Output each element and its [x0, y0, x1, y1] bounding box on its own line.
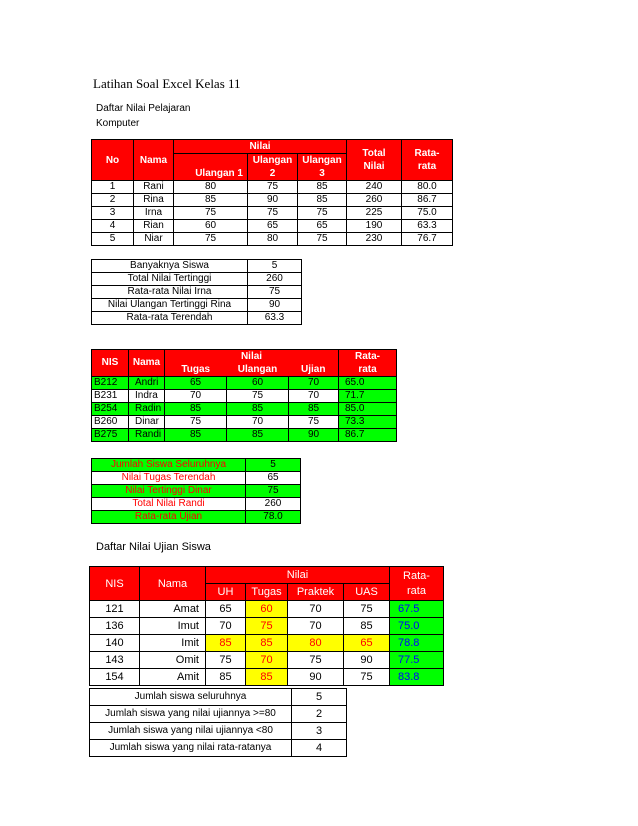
cell-nis: B212 — [92, 377, 129, 390]
cell-ulangan-2: 90 — [248, 194, 298, 207]
cell-ulangan-1: 60 — [174, 220, 248, 233]
cell-ujian: 85 — [289, 403, 339, 416]
header-rata-rata: Rata- rata — [402, 140, 453, 181]
cell-ujian: 90 — [289, 429, 339, 442]
nilai-komputer-table — [91, 139, 453, 246]
cell-nama: Rian — [134, 220, 174, 233]
cell-total: 225 — [347, 207, 402, 220]
cell-praktek: 80 — [288, 635, 344, 652]
summary-value: 90 — [248, 299, 302, 312]
cell-rata: 65.0 — [339, 377, 397, 390]
summary-value: 78.0 — [246, 511, 301, 524]
summary-row — [92, 312, 302, 325]
summary-label: Nilai Ulangan Tertinggi Rina — [92, 299, 248, 312]
summary-label: Total Nilai Tertinggi — [92, 273, 248, 286]
header-tugas: Tugas — [165, 363, 227, 377]
cell-rata: 85.0 — [339, 403, 397, 416]
summary-label: Jumlah siswa yang nilai ujiannya >=80 — [90, 706, 292, 723]
summary-value: 4 — [292, 740, 347, 757]
summary-row — [92, 286, 302, 299]
header-nis: NIS — [92, 350, 129, 377]
cell-nama: Omit — [140, 652, 206, 669]
summary-label: Jumlah Siswa Seluruhnya — [92, 459, 246, 472]
cell-ujian: 70 — [289, 390, 339, 403]
cell-no: 1 — [92, 181, 134, 194]
cell-ulangan-1: 75 — [174, 207, 248, 220]
cell-tugas: 75 — [246, 618, 288, 635]
cell-rata: 76.7 — [402, 233, 453, 246]
cell-ulangan-2: 75 — [248, 207, 298, 220]
table-row — [92, 207, 453, 220]
cell-ulangan-2: 80 — [248, 233, 298, 246]
summary-value: 2 — [292, 706, 347, 723]
cell-rata: 86.7 — [402, 194, 453, 207]
cell-praktek: 70 — [288, 618, 344, 635]
summary-label: Rata-rata Nilai Irna — [92, 286, 248, 299]
header-rata-rata: Rata- rata — [339, 350, 397, 377]
section-title-ujian: Daftar Nilai Ujian Siswa — [96, 541, 211, 553]
cell-nis: B231 — [92, 390, 129, 403]
cell-ulangan-3: 85 — [298, 181, 347, 194]
cell-nis: B275 — [92, 429, 129, 442]
cell-ulangan: 85 — [227, 403, 289, 416]
section-title-komputer: Daftar Nilai Pelajaran Komputer — [96, 103, 191, 129]
cell-ulangan-2: 65 — [248, 220, 298, 233]
summary-label: Nilai Tugas Terendah — [92, 472, 246, 485]
cell-ulangan-3: 65 — [298, 220, 347, 233]
header-nama: Nama — [140, 567, 206, 601]
cell-uh: 70 — [206, 618, 246, 635]
header-uas: UAS — [344, 584, 390, 601]
cell-tugas: 85 — [165, 403, 227, 416]
summary-label: Rata-rata Terendah — [92, 312, 248, 325]
cell-ulangan: 85 — [227, 429, 289, 442]
summary-row — [92, 511, 301, 524]
summary-label: Nilai Tertinggi Dinar — [92, 485, 246, 498]
header-uh: UH — [206, 584, 246, 601]
cell-total: 230 — [347, 233, 402, 246]
summary-value: 5 — [292, 689, 347, 706]
header-nilai: Nilai — [165, 350, 339, 364]
cell-nama: Amit — [140, 669, 206, 686]
cell-rata: 67.5 — [390, 601, 444, 618]
summary-value: 65 — [246, 472, 301, 485]
cell-nis: B260 — [92, 416, 129, 429]
cell-uh: 85 — [206, 669, 246, 686]
cell-rata: 73.3 — [339, 416, 397, 429]
table-row — [92, 194, 453, 207]
cell-nama: Imut — [140, 618, 206, 635]
cell-rata: 75.0 — [390, 618, 444, 635]
cell-nama: Amat — [140, 601, 206, 618]
cell-nis: 136 — [90, 618, 140, 635]
cell-ulangan-3: 75 — [298, 207, 347, 220]
cell-ulangan: 60 — [227, 377, 289, 390]
summary-row — [90, 740, 347, 757]
cell-ulangan: 70 — [227, 416, 289, 429]
ringkasan-ujian-table — [89, 688, 347, 757]
cell-uh: 75 — [206, 652, 246, 669]
header-no: No — [92, 140, 134, 181]
cell-no: 2 — [92, 194, 134, 207]
header-nilai: Nilai — [174, 140, 347, 154]
cell-tugas: 70 — [246, 652, 288, 669]
cell-tugas: 85 — [165, 429, 227, 442]
summary-value: 5 — [248, 260, 302, 273]
header-ulangan-2: Ulangan 2 — [248, 154, 298, 181]
header-ujian: Ujian — [289, 363, 339, 377]
cell-nis: B254 — [92, 403, 129, 416]
cell-nis: 140 — [90, 635, 140, 652]
cell-no: 4 — [92, 220, 134, 233]
cell-nis: 154 — [90, 669, 140, 686]
table-row — [92, 377, 397, 390]
nilai-siswa-table — [91, 349, 397, 442]
summary-value: 75 — [248, 286, 302, 299]
header-ulangan-3: Ulangan 3 — [298, 154, 347, 181]
cell-rata: 80.0 — [402, 181, 453, 194]
cell-ulangan-1: 85 — [174, 194, 248, 207]
cell-tugas: 65 — [165, 377, 227, 390]
cell-rata: 83.8 — [390, 669, 444, 686]
ringkasan-siswa-table — [91, 458, 301, 524]
cell-ulangan-3: 85 — [298, 194, 347, 207]
cell-uas: 75 — [344, 669, 390, 686]
summary-row — [92, 260, 302, 273]
cell-tugas: 75 — [165, 416, 227, 429]
cell-rata: 71.7 — [339, 390, 397, 403]
cell-total: 260 — [347, 194, 402, 207]
header-tugas: Tugas — [246, 584, 288, 601]
cell-nama: Randi — [129, 429, 165, 442]
table-row — [90, 601, 444, 618]
cell-rata: 78.8 — [390, 635, 444, 652]
table-row — [90, 669, 444, 686]
summary-row — [92, 273, 302, 286]
cell-ulangan: 75 — [227, 390, 289, 403]
cell-ulangan-1: 75 — [174, 233, 248, 246]
cell-praktek: 75 — [288, 652, 344, 669]
header-ulangan: Ulangan — [227, 363, 289, 377]
table-row — [92, 403, 397, 416]
cell-ujian: 70 — [289, 377, 339, 390]
cell-uh: 85 — [206, 635, 246, 652]
cell-nis: 143 — [90, 652, 140, 669]
cell-nama: Indra — [129, 390, 165, 403]
table-row — [92, 220, 453, 233]
table-row — [92, 390, 397, 403]
summary-label: Banyaknya Siswa — [92, 260, 248, 273]
page-title: Latihan Soal Excel Kelas 11 — [93, 76, 241, 91]
cell-nama: Rina — [134, 194, 174, 207]
cell-uas: 90 — [344, 652, 390, 669]
cell-rata: 86.7 — [339, 429, 397, 442]
cell-tugas: 60 — [246, 601, 288, 618]
header-rata-rata: Rata- rata — [390, 567, 444, 601]
cell-ujian: 75 — [289, 416, 339, 429]
cell-ulangan-1: 80 — [174, 181, 248, 194]
header-nis: NIS — [90, 567, 140, 601]
summary-value: 260 — [246, 498, 301, 511]
cell-nama: Rani — [134, 181, 174, 194]
cell-praktek: 70 — [288, 601, 344, 618]
cell-total: 240 — [347, 181, 402, 194]
summary-row — [92, 459, 301, 472]
cell-tugas: 70 — [165, 390, 227, 403]
cell-nama: Dinar — [129, 416, 165, 429]
summary-value: 3 — [292, 723, 347, 740]
summary-label: Jumlah siswa seluruhnya — [90, 689, 292, 706]
summary-row — [92, 485, 301, 498]
header-nama: Nama — [134, 140, 174, 181]
summary-value: 75 — [246, 485, 301, 498]
summary-value: 63.3 — [248, 312, 302, 325]
summary-row — [90, 706, 347, 723]
table-row — [90, 635, 444, 652]
cell-rata: 63.3 — [402, 220, 453, 233]
cell-nama: Radin — [129, 403, 165, 416]
summary-value: 260 — [248, 273, 302, 286]
cell-uh: 65 — [206, 601, 246, 618]
cell-tugas: 85 — [246, 635, 288, 652]
cell-ulangan-2: 75 — [248, 181, 298, 194]
summary-row — [92, 299, 302, 312]
header-nama: Nama — [129, 350, 165, 377]
cell-nama: Imit — [140, 635, 206, 652]
table-row — [92, 429, 397, 442]
cell-nama: Andri — [129, 377, 165, 390]
cell-rata: 77.5 — [390, 652, 444, 669]
cell-ulangan-3: 75 — [298, 233, 347, 246]
summary-row — [92, 498, 301, 511]
table-row — [90, 652, 444, 669]
header-ulangan-1: Ulangan 1 — [174, 154, 248, 181]
table-row — [90, 618, 444, 635]
cell-no: 3 — [92, 207, 134, 220]
table-row — [92, 233, 453, 246]
cell-uas: 65 — [344, 635, 390, 652]
cell-praktek: 90 — [288, 669, 344, 686]
header-praktek: Praktek — [288, 584, 344, 601]
summary-row — [92, 472, 301, 485]
summary-label: Jumlah siswa yang nilai rata-ratanya — [90, 740, 292, 757]
header-nilai: Nilai — [206, 567, 390, 584]
summary-value: 5 — [246, 459, 301, 472]
summary-row — [90, 723, 347, 740]
summary-label: Jumlah siswa yang nilai ujiannya <80 — [90, 723, 292, 740]
summary-label: Rata-rata Ujian — [92, 511, 246, 524]
summary-row — [90, 689, 347, 706]
cell-nama: Irna — [134, 207, 174, 220]
cell-nis: 121 — [90, 601, 140, 618]
summary-label: Total Nilai Randi — [92, 498, 246, 511]
table-row — [92, 416, 397, 429]
cell-uas: 75 — [344, 601, 390, 618]
cell-nama: Niar — [134, 233, 174, 246]
nilai-ujian-table — [89, 566, 444, 686]
ringkasan-komputer-table — [91, 259, 302, 325]
cell-total: 190 — [347, 220, 402, 233]
cell-tugas: 85 — [246, 669, 288, 686]
cell-no: 5 — [92, 233, 134, 246]
cell-uas: 85 — [344, 618, 390, 635]
cell-rata: 75.0 — [402, 207, 453, 220]
header-total-nilai: Total Nilai — [347, 140, 402, 181]
table-row — [92, 181, 453, 194]
